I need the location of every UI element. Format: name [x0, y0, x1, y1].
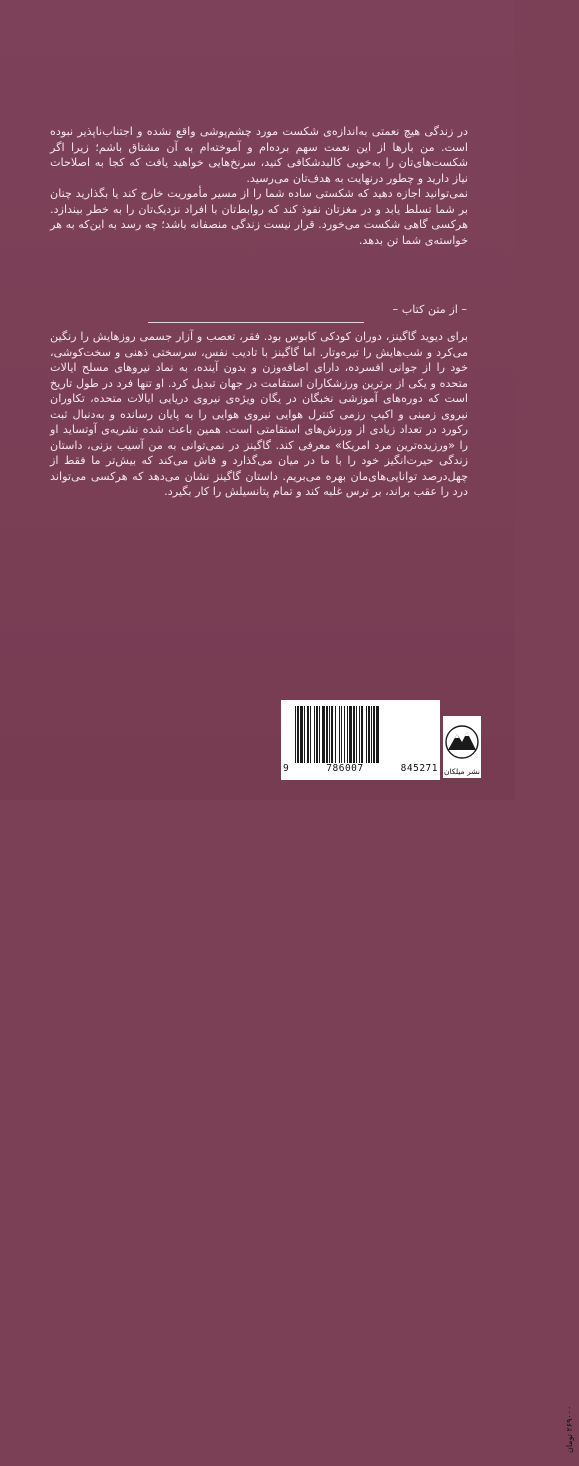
- barcode-bars: [295, 706, 426, 763]
- price-label: ۲۶۹۰۰۰ تومان: [565, 1406, 574, 1454]
- quote-paragraph-1: در زندگی هیچ نعمتی به‌اندازه‌ی شکست مورد چشم‌پوشی واقع نشده و اجتناب‌ناپذیر نبوده است. من بارها از این نعمت سهم برده‌ام و آموخته‌ام به آن مشتاق باشم؛ زیرا اگر شکست‌های‌تان را به‌خوبی کالبدشکافی کنید، سرنخ‌هایی خواهید یافت که کجا به اصلاحات نیاز دارید و چطور درنهایت به هدف‌تان می‌رسید.: [50, 125, 468, 185]
- mountains-logo-icon: [445, 722, 479, 762]
- barcode-bar: [376, 706, 379, 763]
- publisher-name: نشر میلکان: [444, 767, 480, 776]
- barcode-digit-prefix: 9: [283, 763, 290, 774]
- excerpt-quote: [50, 124, 468, 248]
- divider-line: [148, 322, 364, 323]
- barcode-digit-group-1: 786007: [326, 763, 364, 774]
- description-paragraph: برای دیوید گاگینز، دوران کودکی کابوس بود. فقر، تعصب و آزار جسمی روزهایش را رنگین می‌کرد و شب‌هایش را تیره‌وتار. اما گاگینز با تادیب نفس، سرسختی ذهنی و سخت‌کوشی، خود را از جوانی افسرده، دارای اضافه‌وزن و بدون آینده، به نماد نیروهای مسلح ایالات متحده و یکی از برترین ورزشکاران استقامت در جهان تبدیل کرد. او تنها فرد در طول تاریخ است که دوره‌های آموزشی نخبگان در یگان ویژه‌ی نیروی دریایی ایالات متحده، تکاوران نیروی زمینی و اکیپ رزمی کنترل هوایی نیروی هوایی را به پایان رسانده و به‌دنبال ثبت رکورد در تعداد زیادی از ورزش‌های استقامتی است. همین باعث شده نشریه‌ی آوتساید او را «ورزیده‌ترین مرد امریکا» معرفی کند. گاگینز در نمی‌توانی به من آسیب بزنی، داستان زندگی حیرت‌انگیز خود را با ما در میان می‌گذارد و فاش می‌کند که بیش‌تر ما فقط از چهل‌درصد توانایی‌های‌مان بهره می‌بریم. داستان گاگینز نشان می‌دهد که هرکسی می‌تواند درد را عقب براند، بر ترس غلبه کند و تمام پتانسیلش را کار بگیرد.: [50, 330, 468, 498]
- quote-source: – از متن کتاب –: [392, 303, 467, 316]
- publisher-logo: [443, 716, 481, 778]
- book-description: [50, 329, 468, 500]
- quote-paragraph-2: نمی‌توانید اجازه دهید که شکستی ساده شما را از مسیر مأموریت خارج کند یا بگذارید چنان بر شما تسلط یابد و در مغزتان نفوذ کند که روابط‌تان با افراد نزدیک‌تان را به خطر بیندازد. هرکسی گاهی شکست می‌خورد. قرار نیست زندگی منصفانه باشد؛ چه رسد به این‌که به هر خواسته‌ی شما تن بدهد.: [50, 187, 468, 247]
- barcode-digits: [283, 763, 438, 774]
- barcode-digit-group-2: 845271: [400, 763, 438, 774]
